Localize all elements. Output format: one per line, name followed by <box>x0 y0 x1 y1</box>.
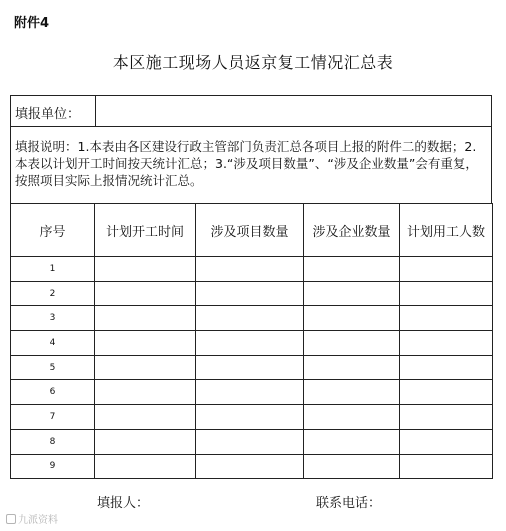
header-index: 序号 <box>11 204 95 257</box>
watermark <box>6 511 58 526</box>
row-index-cell: 6 <box>11 380 95 405</box>
watermark-logo-icon <box>6 514 16 524</box>
enterprise-count-cell[interactable] <box>304 454 400 479</box>
planned-workers-cell[interactable] <box>400 355 493 380</box>
fill-unit-label: 填报单位： <box>15 107 81 122</box>
header-enterprise-count: 涉及企业数量 <box>304 204 400 257</box>
table-row <box>11 429 493 454</box>
header-project-count: 涉及项目数量 <box>196 204 304 257</box>
planned-start-time-cell[interactable] <box>95 331 196 356</box>
enterprise-count-cell[interactable] <box>304 429 400 454</box>
project-count-cell[interactable] <box>196 405 304 430</box>
phone-label: 联系电话： <box>316 496 382 511</box>
row-index-cell: 3 <box>11 306 95 331</box>
project-count-cell[interactable] <box>196 331 304 356</box>
enterprise-count-cell[interactable] <box>304 257 400 282</box>
row-index-cell: 5 <box>11 355 95 380</box>
table-row <box>11 306 493 331</box>
table-header-row <box>11 204 493 257</box>
header-planned-start-time: 计划开工时间 <box>95 204 196 257</box>
summary-table <box>10 203 493 479</box>
instructions-box <box>10 126 492 204</box>
row-index-cell: 9 <box>11 454 95 479</box>
planned-start-time-cell[interactable] <box>95 257 196 282</box>
row-index-cell: 2 <box>11 281 95 306</box>
enterprise-count-cell[interactable] <box>304 405 400 430</box>
enterprise-count-cell[interactable] <box>304 380 400 405</box>
row-index-cell: 8 <box>11 429 95 454</box>
planned-start-time-cell[interactable] <box>95 405 196 430</box>
planned-workers-cell[interactable] <box>400 331 493 356</box>
planned-start-time-cell[interactable] <box>95 380 196 405</box>
table-row <box>11 331 493 356</box>
project-count-cell[interactable] <box>196 380 304 405</box>
watermark-text: 九派资料 <box>18 515 58 526</box>
project-count-cell[interactable] <box>196 281 304 306</box>
planned-workers-cell[interactable] <box>400 257 493 282</box>
table-row <box>11 281 493 306</box>
project-count-cell[interactable] <box>196 306 304 331</box>
header-planned-workers: 计划用工人数 <box>400 204 493 257</box>
planned-start-time-cell[interactable] <box>95 355 196 380</box>
enterprise-count-cell[interactable] <box>304 355 400 380</box>
attachment-label: 附件4 <box>14 16 50 31</box>
planned-start-time-cell[interactable] <box>95 281 196 306</box>
enterprise-count-cell[interactable] <box>304 281 400 306</box>
instructions-text: 填报说明：1.本表由各区建设行政主管部门负责汇总各项目上报的附件二的数据；2.本表以计划开工时间按天统计汇总；3.“涉及项目数量”、“涉及企业数量”会有重复，按照项目实际上报情况统计汇总。 <box>15 139 478 188</box>
planned-workers-cell[interactable] <box>400 454 493 479</box>
project-count-cell[interactable] <box>196 454 304 479</box>
planned-start-time-cell[interactable] <box>95 306 196 331</box>
planned-workers-cell[interactable] <box>400 405 493 430</box>
fill-unit-row <box>10 95 492 127</box>
row-index-cell: 4 <box>11 331 95 356</box>
table-row <box>11 405 493 430</box>
fill-unit-divider <box>95 96 96 126</box>
table-row <box>11 355 493 380</box>
table-row <box>11 257 493 282</box>
planned-start-time-cell[interactable] <box>95 454 196 479</box>
filler-label: 填报人： <box>97 496 150 511</box>
planned-workers-cell[interactable] <box>400 429 493 454</box>
planned-start-time-cell[interactable] <box>95 429 196 454</box>
row-index-cell: 1 <box>11 257 95 282</box>
project-count-cell[interactable] <box>196 257 304 282</box>
page-title: 本区施工现场人员返京复工情况汇总表 <box>112 53 394 72</box>
table-body <box>11 257 493 479</box>
planned-workers-cell[interactable] <box>400 281 493 306</box>
row-index-cell: 7 <box>11 405 95 430</box>
project-count-cell[interactable] <box>196 429 304 454</box>
table-row <box>11 380 493 405</box>
planned-workers-cell[interactable] <box>400 306 493 331</box>
planned-workers-cell[interactable] <box>400 380 493 405</box>
enterprise-count-cell[interactable] <box>304 331 400 356</box>
table-row <box>11 454 493 479</box>
project-count-cell[interactable] <box>196 355 304 380</box>
enterprise-count-cell[interactable] <box>304 306 400 331</box>
